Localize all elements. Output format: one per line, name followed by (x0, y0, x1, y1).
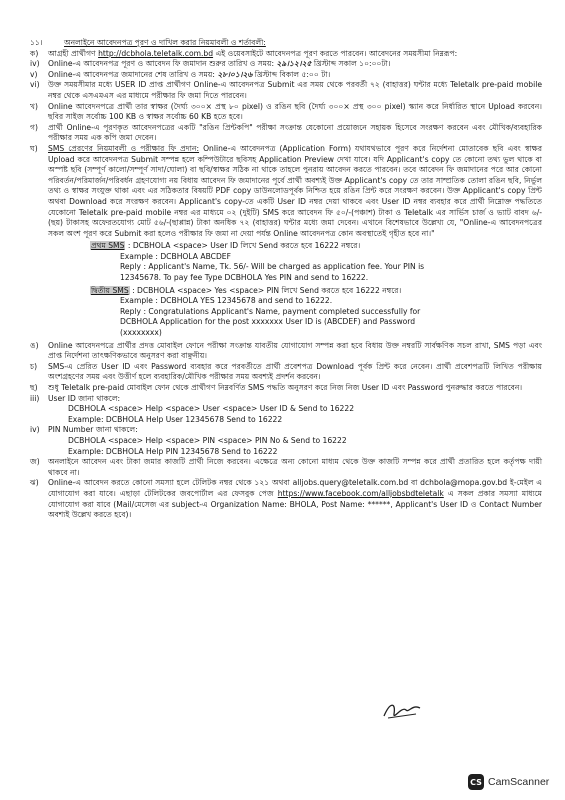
item-text (48, 478, 542, 520)
item-gha (30, 144, 542, 239)
item-iv (30, 59, 542, 70)
website-link[interactable]: http://dcbhola.teletalk.com.bd (98, 48, 214, 58)
item-marker: iv) (30, 59, 40, 69)
camscanner-watermark (468, 774, 549, 790)
text-part: User ID জানা থাকলে: (48, 393, 121, 403)
text-part: খ্রিস্টাব্দ সকাল ১০:০০টা। (313, 59, 391, 69)
item-iv-pin (30, 425, 542, 457)
item-kha (30, 102, 542, 123)
item-text (48, 49, 542, 60)
help-user-example: Example: DCBHOLA Help User 12345678 Send to 16222 (68, 414, 283, 424)
item-text: শুধু Teletalk pre-paid মোবাইল ফোন থেকে প্রার্থীগণ নিম্নবর্ণিত SMS পদ্ধতি অনুসরণ করে নিজ নিজ User ID এবং Password পুনরুদ্ধার করতে পারবেন। (48, 383, 523, 392)
item-iii (30, 394, 542, 426)
item-marker: খ) (30, 101, 38, 111)
signature-icon (382, 696, 422, 724)
item-marker: জ) (30, 457, 40, 467)
sms-second-reply: Reply : Congratulations Applicant's Name, payment completed successfully for (120, 306, 421, 316)
item-marker: ছ) (30, 383, 38, 392)
text-part: PIN Number জানা থাকলে: (48, 425, 138, 435)
section-header (30, 38, 542, 49)
item-marker: iv) (30, 425, 40, 435)
item-text: উক্ত সময়সীমার মধ্যে USER ID প্রাপ্ত প্রার্থীগণ Online-এ আবেদনপত্র Submit এর সময় থেকে পরবর্তী ৭২ (বাহাত্তর) ঘন্টার মধ্যে Teletalk pre-paid mobile নম্বর থেকে এসএমএস এর মাধ্যমে পরীক্ষার ফি জমা দিতে পারবেন। (48, 80, 542, 100)
item-cha (30, 362, 542, 383)
sms-second-reply-cont: DCBHOLA Application for the post xxxxxxx User ID is (ABCDEF) and Password (120, 317, 416, 327)
item-text: Online আবেদনপত্রে প্রার্থীর প্রদত্ত মোবাইল ফোনে পরীক্ষা সংক্রান্ত যাবতীয় যোগাযোগ সম্পন্ন করা হবে বিধায় উক্ত নম্বরটি সার্বক্ষণিক সচল রাখা, SMS পড়া এবং প্রাপ্ত নির্দেশনা তাৎক্ষণিকভাবে অনুসরণ করা বাঞ্ছনীয়। (48, 340, 542, 361)
item-chha (30, 383, 542, 394)
sms-second-reply-end: (xxxxxxxx) (120, 328, 162, 338)
sms-first-line (90, 241, 542, 252)
item-text (48, 425, 542, 457)
handwritten-end-date: ২৮।০১।২৬ (217, 69, 253, 79)
item-marker: v) (30, 69, 38, 79)
item-vi (30, 80, 542, 101)
item-ja (30, 457, 542, 478)
item-text (48, 144, 542, 239)
instructions-section (30, 38, 542, 521)
help-pin-format: DCBHOLA <space> Help <space> PIN <space> PIN No & Send to 16222 (68, 435, 347, 445)
sms-second-format: : DCBHOLA <space> Yes <space> PIN লিখে Send করতে হবে 16222 নম্বরে। (132, 285, 402, 295)
item-ka (30, 49, 542, 60)
item-marker: iii) (30, 393, 40, 403)
sms-second-block (90, 286, 542, 339)
text-part: Online-এ আবেদনপত্র পূরণ ও আবেদন ফি জমাদান শুরুর তারিখ ও সময়: (48, 59, 274, 69)
item-jha (30, 478, 542, 520)
sms-second-line (90, 286, 542, 297)
item-marker: গ) (30, 122, 38, 132)
sms-first-reply-cont: 12345678. To pay fee Type DCBHOLA Yes PIN and send to 16222. (120, 273, 369, 283)
item-v (30, 70, 542, 81)
item-text: প্রার্থী Online-এ পূরণকৃত আবেদনপত্রের একটি "রঙিন প্রিন্টকপি" পরীক্ষা সংক্রান্ত যেকোনো প্রয়োজনে সহায়ক হিসেবে সংরক্ষণ করবেন এবং মৌখিক/ব্যবহারিক পরীক্ষার সময় এক কপি জমা দেবেন। (48, 122, 542, 143)
item-text (48, 70, 542, 81)
text-part: খ্রিস্টাব্দ বিকাল ৫:০০ টা। (254, 69, 331, 79)
sms-first-block (90, 241, 542, 283)
item-marker: ঝ) (30, 478, 39, 488)
item-text (48, 59, 542, 70)
item-text: অনলাইনে আবেদন এবং টাকা জমার কাজটি প্রার্থী নিজে করবেন। এক্ষেত্রে অন্য কোনো মাধ্যম থেকে উক্ত কাজটি সম্পন্ন করে প্রার্থী প্রতারিত হলে কর্তৃপক্ষ দায়ী থাকবে না। (48, 457, 542, 477)
sms-heading: SMS প্রেরণের নিয়মাবলী ও পরীক্ষার ফি প্রদান: (48, 143, 200, 153)
item-marker: vi) (30, 80, 40, 90)
item-marker: ক) (30, 48, 39, 58)
facebook-link[interactable]: https://www.facebook.com/alljobsbdteletalk (277, 488, 444, 498)
sms-first-example: Example : DCBHOLA ABCDEF (120, 251, 231, 261)
item-text: SMS-এ প্রেরিত User ID এবং Password ব্যবহার করে পরবর্তীতে প্রার্থী প্রবেশপত্র Download পূর্বক প্রিন্ট করে নেবেন। প্রার্থী প্রবেশপত্রটি লিখিত পরীক্ষায় অংশগ্রহণের সময় এবং উত্তীর্ণ হলে ব্যবহারিক/মৌখিক পরীক্ষার সময় অবশ্যই প্রদর্শন করবেন। (48, 361, 542, 382)
text-part: Online-এ আবেদন করতে কোনো সমস্যা হলে টেলিটক নম্বর থেকে ১২১ অথবা alljobs.query@teletalk.com.bd বা dchbola@mopa.gov.bd ই-মেইল এ যোগাযোগ করা যাবে। এছাড়া টেলিটকের জবপোর্টাল এর ফেসবুক পেজ (48, 478, 542, 498)
item-marker: ঘ) (30, 143, 38, 153)
sms-first-label: প্রথম SMS (91, 241, 125, 251)
text-part: Online-এ আবেদনপত্র জমাদানের শেষ তারিখ ও সময়: (48, 69, 215, 79)
text-part: আগ্রহী প্রার্থীগণ (48, 48, 96, 58)
text-part: Online-এ আবেদনপত্র (Application Form) যথাযথভাবে পূরণ করে নির্দেশনা মোতাবেক ছবি এবং স্বাক্ষর Upload করে আবেদনপত্র Submit সম্পন্ন হলে কম্পিউটারে ছবিসহ Application Preview দেখা যাবে। যদি Applicant's copy তে কোনো তথ্য ভুল থাকে বা অস্পষ্ট ছবি (সম্পূর্ণ কালো/সম্পূর্ণ সাদা/ঘোলা) বা ছবি/স্বাক্ষর সঠিক না থাকে তাহলে পুনরায় আবেদন করতে পারবেন। তবে আবেদন ফি জমাদানের পরে আর কোনো পরিবর্তন/পরিমার্জন/পরিবর্ধন গ্রহণযোগ্য নয় বিধায় আবেদন ফি জমাদানের পূর্বে প্রার্থী অবশ্যই উক্ত Applicant's copy তে তার সাম্প্রতিক তোলা রঙিন ছবি, নির্ভুল তথ্য ও স্বাক্ষর সংযুক্ত থাকা এবং এর সঠিকতার বিষয়টি PDF copy ডাউনলোডপূর্বক নিশ্চিত হয়ে রঙিন প্রিন্ট করে সংরক্ষণ করবেন। উক্ত Applicant's copy প্রিন্ট অথবা Download করে সংরক্ষণ করবেন। Applicant's copy-তে একটি User ID নম্বর দেয়া থাকবে এবং User ID নম্বর ব্যবহার করে প্রার্থী নিম্নোক্ত পদ্ধতিতে যেকোনো Teletalk pre-paid mobile নম্বর এর মাধ্যমে ০২ (দুইটি) SMS করে আবেদন ফি ৫০/-(পঞ্চাশ) টাকা ও Teletalk এর সার্ভিস চার্জ ও ভ্যাট বাবদ ৬/-(ছয়) টাকাসহ অফেরতযোগ্য মোট ৫৬/-(ছাপ্পান্ন) টাকা অনধিক ৭২ (বাহাত্তর) ঘন্টার মধ্যে জমা দেবেন। এখানে বিশেষভাবে উল্লেখ্য যে, "Online-এ আবেদনপত্রের সকল অংশ পূরণ করে Submit করা হলেও পরীক্ষার ফি জমা না দেয়া পর্যন্ত Online আবেদনপত্র কোন অবস্থাতেই গৃহীত হবে না।" (48, 143, 543, 238)
item-ga (30, 123, 542, 144)
item-umo (30, 341, 542, 362)
section-number: ১১। (30, 38, 43, 47)
item-marker: ঙ) (30, 340, 39, 350)
camscanner-label: CamScanner (488, 776, 550, 788)
handwritten-start-date: ২৯।১২।২৫ (276, 59, 312, 69)
text-part: এ সকল প্রকার সমস্যা মাধ্যমে যোগাযোগ করা যাবে (Mail/মেসেজ এর subject-এ Organization Name: BHOLA, Post Name: ******, Applicant's User ID ও Contact Number অবশ্যই উল্লেখ করতে হবে)। (48, 488, 542, 520)
sms-first-format: : DCBHOLA <space> User ID লিখে Send করতে হবে 16222 নম্বরে। (127, 241, 361, 251)
sms-second-label: দ্বিতীয় SMS (91, 285, 129, 295)
help-user-format: DCBHOLA <space> Help <space> User <space> User ID & Send to 16222 (68, 404, 355, 414)
sms-second-example: Example : DCBHOLA YES 12345678 and send to 16222. (120, 296, 333, 306)
text-part: এই ওয়েবসাইটে আবেদনপত্র পূরণ করতে পারবেন। আবেদনের সময়সীমা নিম্নরূপ: (215, 48, 458, 58)
item-text (48, 394, 542, 426)
section-title: অনলাইনে আবেদনপত্র পূরণ ও দাখিল করার নিয়মাবলী ও শর্তাবলী: (64, 38, 266, 47)
item-marker: চ) (30, 361, 38, 371)
item-text: Online আবেদনপত্রে প্রার্থী তার স্বাক্ষর (দৈর্ঘ্য ৩০০× প্রস্থ ৮০ pixel) ও রঙিন ছবি (দৈর্ঘ্য ৩০০× প্রস্থ ৩০০ pixel) স্ক্যান করে নির্ধারিত স্থানে Upload করবেন। ছবির সাইজ সর্বোচ্চ 100 KB ও স্বাক্ষর সর্বোচ্চ 60 KB হতে হবে। (48, 101, 542, 122)
camscanner-logo-icon: CS (468, 774, 484, 790)
sms-first-reply: Reply : Applicant's Name, Tk. 56/- Will be charged as application fee. Your PIN is (120, 262, 425, 272)
help-pin-example: Example: DCBHOLA Help PIN 12345678 Send to 16222 (68, 446, 278, 456)
